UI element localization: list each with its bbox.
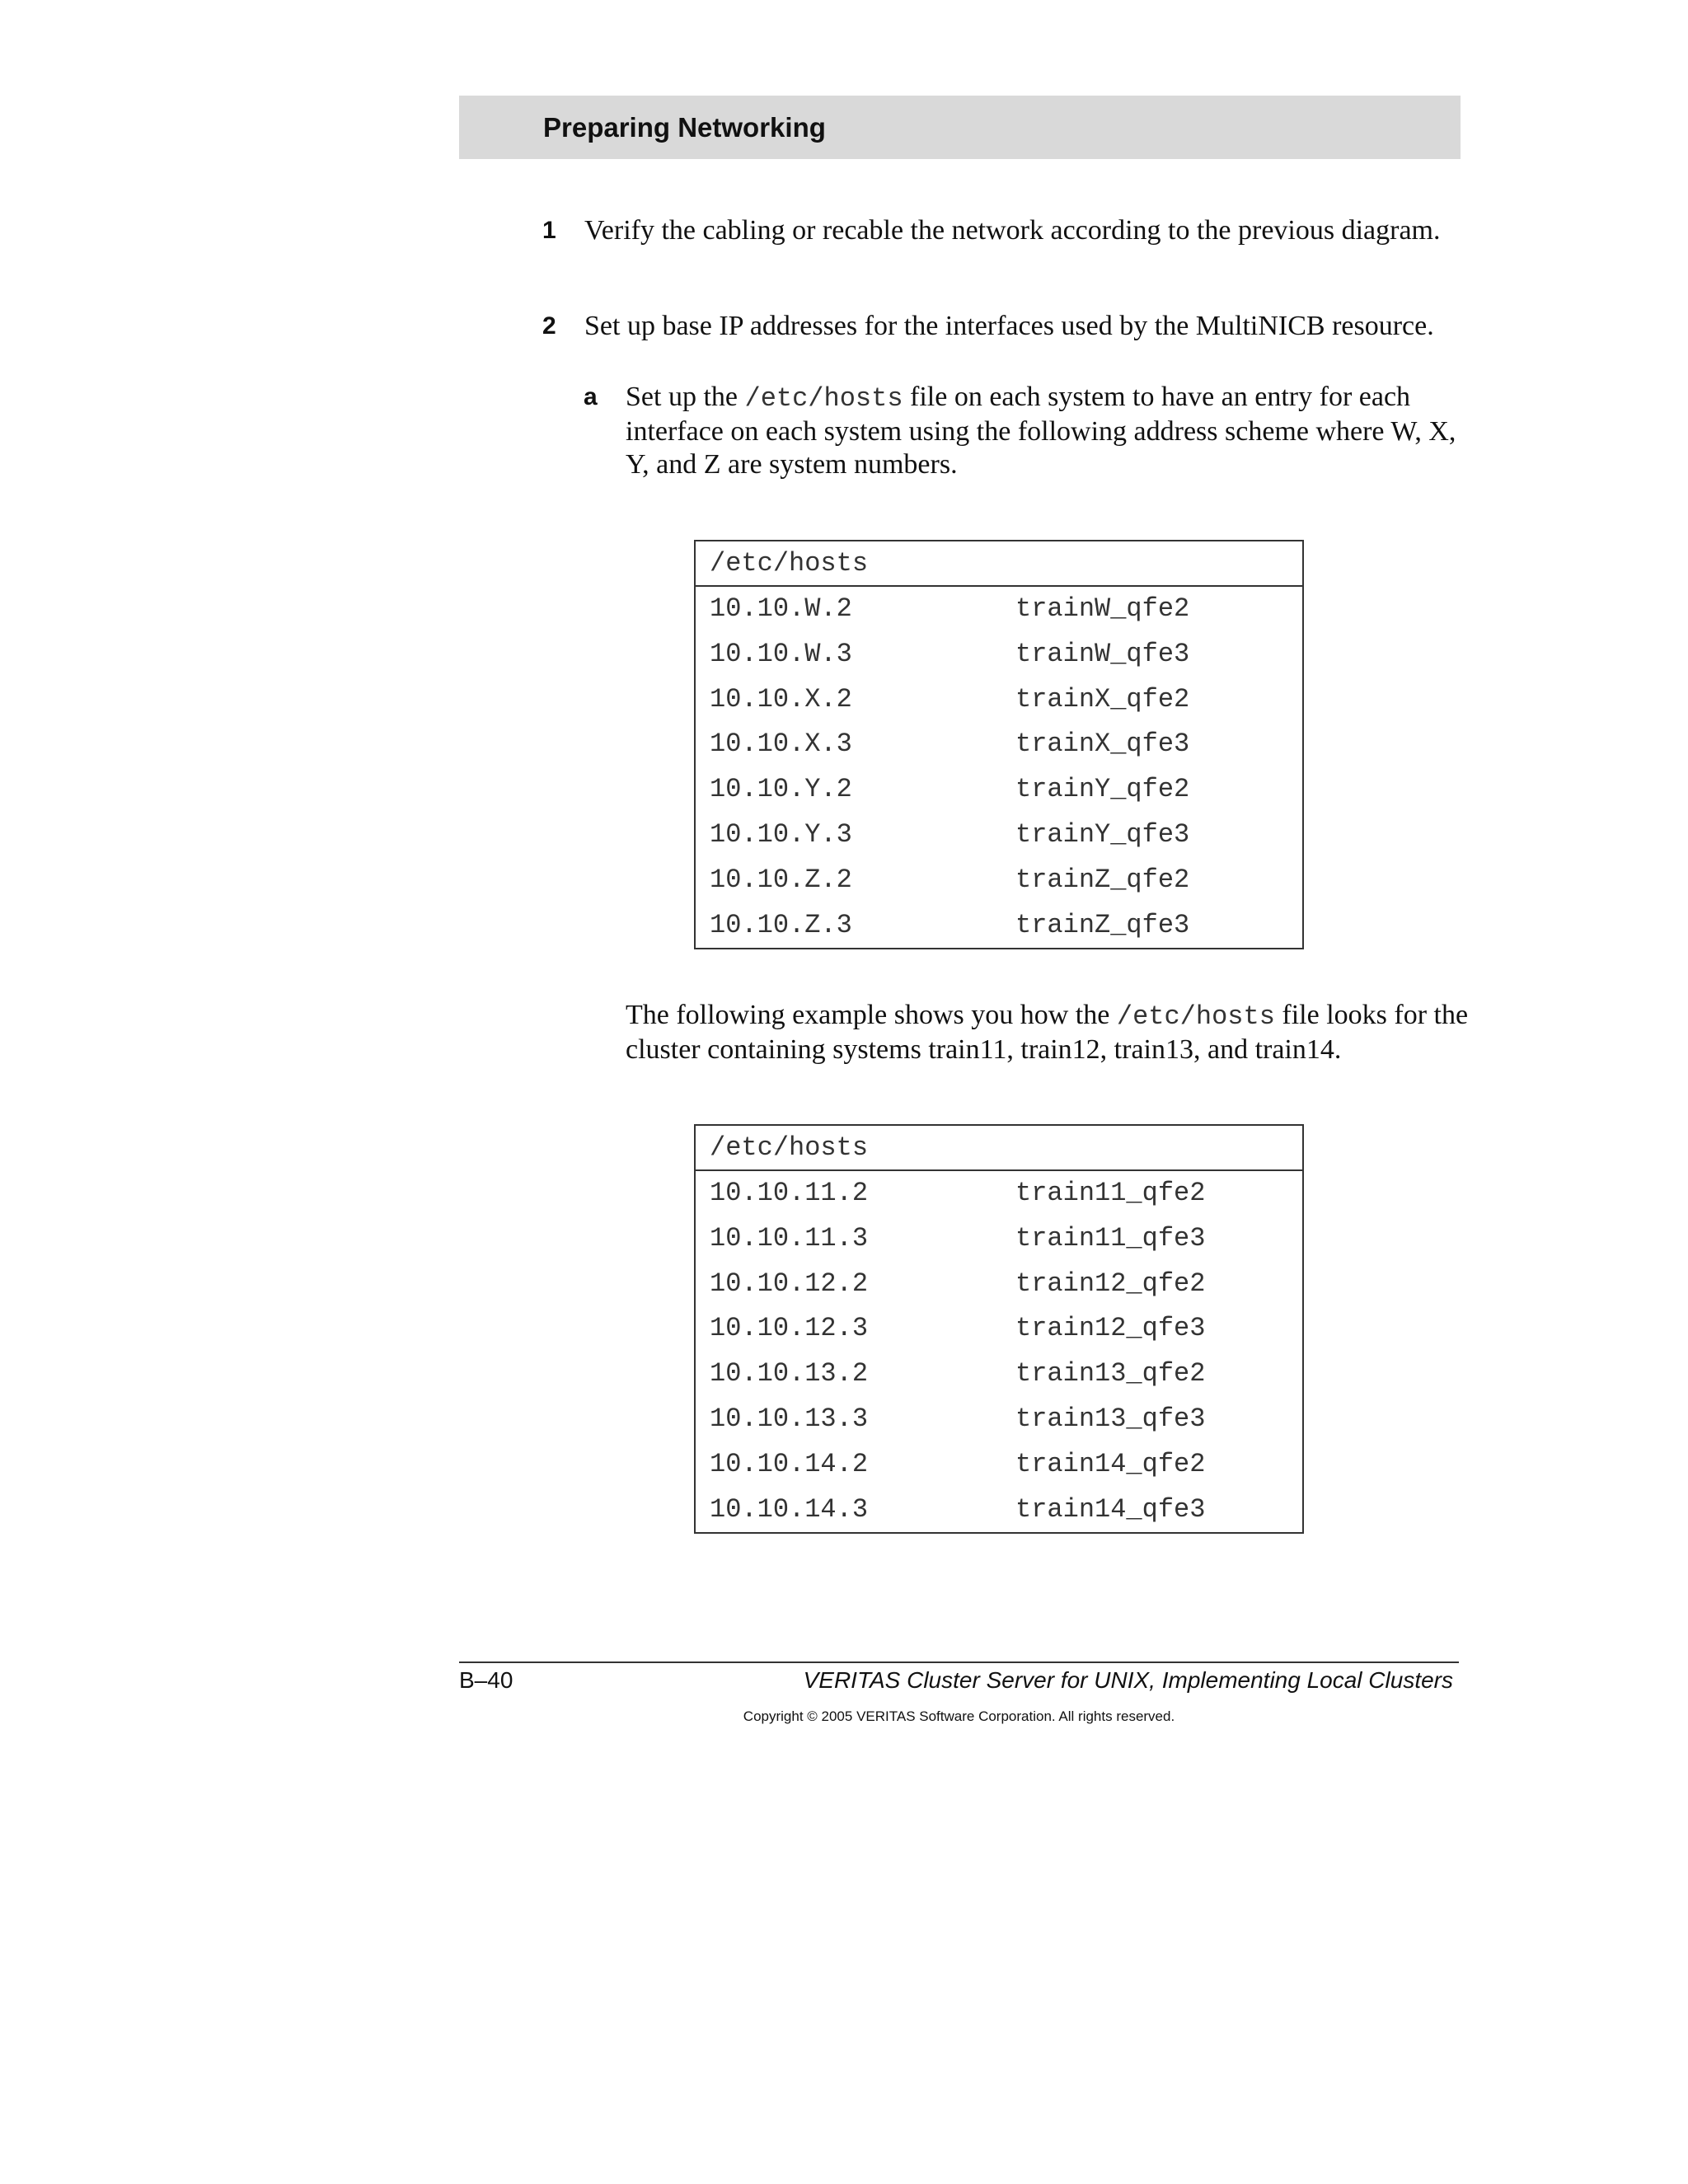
table-row: [696, 632, 1302, 677]
table-row: [696, 1442, 1302, 1488]
table-row: [696, 813, 1302, 858]
step-number: 2: [542, 312, 556, 340]
page-number: B–40: [459, 1667, 513, 1693]
host-cell: train14_qfe3: [1015, 1493, 1206, 1525]
substep-text: [626, 381, 1458, 481]
ip-cell: 10.10.13.2: [710, 1358, 869, 1390]
paragraph-line-1: [626, 999, 1469, 1033]
host-cell: trainZ_qfe3: [1015, 909, 1190, 940]
inline-code: /etc/hosts: [1116, 1001, 1275, 1032]
host-cell: train14_qfe2: [1015, 1448, 1206, 1479]
text-run: Set up the: [626, 382, 745, 412]
host-cell: trainZ_qfe2: [1015, 864, 1190, 895]
table-row: [696, 1306, 1302, 1352]
host-cell: trainX_qfe3: [1015, 729, 1190, 760]
table-row: [696, 1352, 1302, 1397]
paragraph-line-2: cluster containing systems train11, train12, train13, and train14.: [626, 1034, 1342, 1065]
host-cell: train12_qfe3: [1015, 1313, 1206, 1344]
text-run: The following example shows you how the: [626, 1000, 1117, 1030]
text-run: file looks for the: [1274, 1000, 1469, 1030]
text-run: file on each system to have an entry for each: [903, 382, 1411, 412]
ip-cell: 10.10.14.2: [710, 1448, 869, 1479]
inline-code: /etc/hosts: [744, 383, 903, 414]
section-header-bar: [459, 96, 1461, 159]
table-row: [696, 858, 1302, 903]
ip-cell: 10.10.Z.3: [710, 909, 852, 940]
host-cell: trainW_qfe3: [1015, 638, 1190, 669]
table-row: [696, 767, 1302, 813]
substep-line-2: interface on each system using the following address scheme where W, X,: [626, 416, 1456, 447]
host-cell: train13_qfe3: [1015, 1403, 1206, 1434]
table-row: [696, 1171, 1302, 1216]
ip-cell: 10.10.Y.3: [710, 818, 852, 850]
ip-cell: 10.10.14.3: [710, 1493, 869, 1525]
ip-cell: 10.10.13.3: [710, 1403, 869, 1434]
ip-cell: 10.10.W.3: [710, 638, 852, 669]
host-cell: trainY_qfe2: [1015, 774, 1190, 805]
ip-cell: 10.10.X.2: [710, 683, 852, 715]
host-cell: trainX_qfe2: [1015, 683, 1190, 715]
ip-cell: 10.10.12.2: [710, 1268, 869, 1299]
ip-cell: 10.10.X.3: [710, 729, 852, 760]
substep-letter: a: [584, 383, 598, 410]
ip-cell: 10.10.11.3: [710, 1222, 869, 1254]
table-row: [696, 722, 1302, 767]
step-number: 1: [542, 217, 556, 244]
table-header: /etc/hosts: [696, 541, 1302, 587]
host-cell: trainY_qfe3: [1015, 818, 1190, 850]
table-row: [696, 1262, 1302, 1307]
step-text: Verify the cabling or recable the network according to the previous diagram.: [584, 215, 1441, 246]
host-cell: train11_qfe3: [1015, 1222, 1206, 1254]
table-row: [696, 1216, 1302, 1262]
section-title: Preparing Networking: [543, 112, 826, 143]
ip-cell: 10.10.12.3: [710, 1313, 869, 1344]
example-paragraph: [626, 999, 1469, 1066]
ip-cell: 10.10.Z.2: [710, 864, 852, 895]
table-row: [696, 903, 1302, 949]
table-row: [696, 677, 1302, 723]
host-cell: train11_qfe2: [1015, 1178, 1206, 1208]
table-header: /etc/hosts: [696, 1126, 1302, 1171]
substep-line-1: [626, 381, 1458, 415]
ip-cell: 10.10.Y.2: [710, 774, 852, 805]
step-text: Set up base IP addresses for the interfaces used by the MultiNICB resource.: [584, 311, 1434, 341]
table-row: [696, 1488, 1302, 1533]
host-cell: train13_qfe2: [1015, 1358, 1206, 1390]
host-cell: trainW_qfe2: [1015, 593, 1190, 624]
substep-line-3: Y, and Z are system numbers.: [626, 449, 958, 480]
table-row: [696, 587, 1302, 632]
book-title: VERITAS Cluster Server for UNIX, Implementing Local Clusters: [803, 1667, 1453, 1693]
table-row: [696, 1397, 1302, 1442]
footer-divider: [459, 1661, 1459, 1663]
hosts-table-scheme: [694, 540, 1304, 949]
ip-cell: 10.10.W.2: [710, 593, 852, 624]
ip-cell: 10.10.11.2: [710, 1178, 869, 1208]
hosts-table-example: [694, 1124, 1304, 1534]
host-cell: train12_qfe2: [1015, 1268, 1206, 1299]
copyright-notice: Copyright © 2005 VERITAS Software Corporation. All rights reserved.: [743, 1708, 1175, 1724]
